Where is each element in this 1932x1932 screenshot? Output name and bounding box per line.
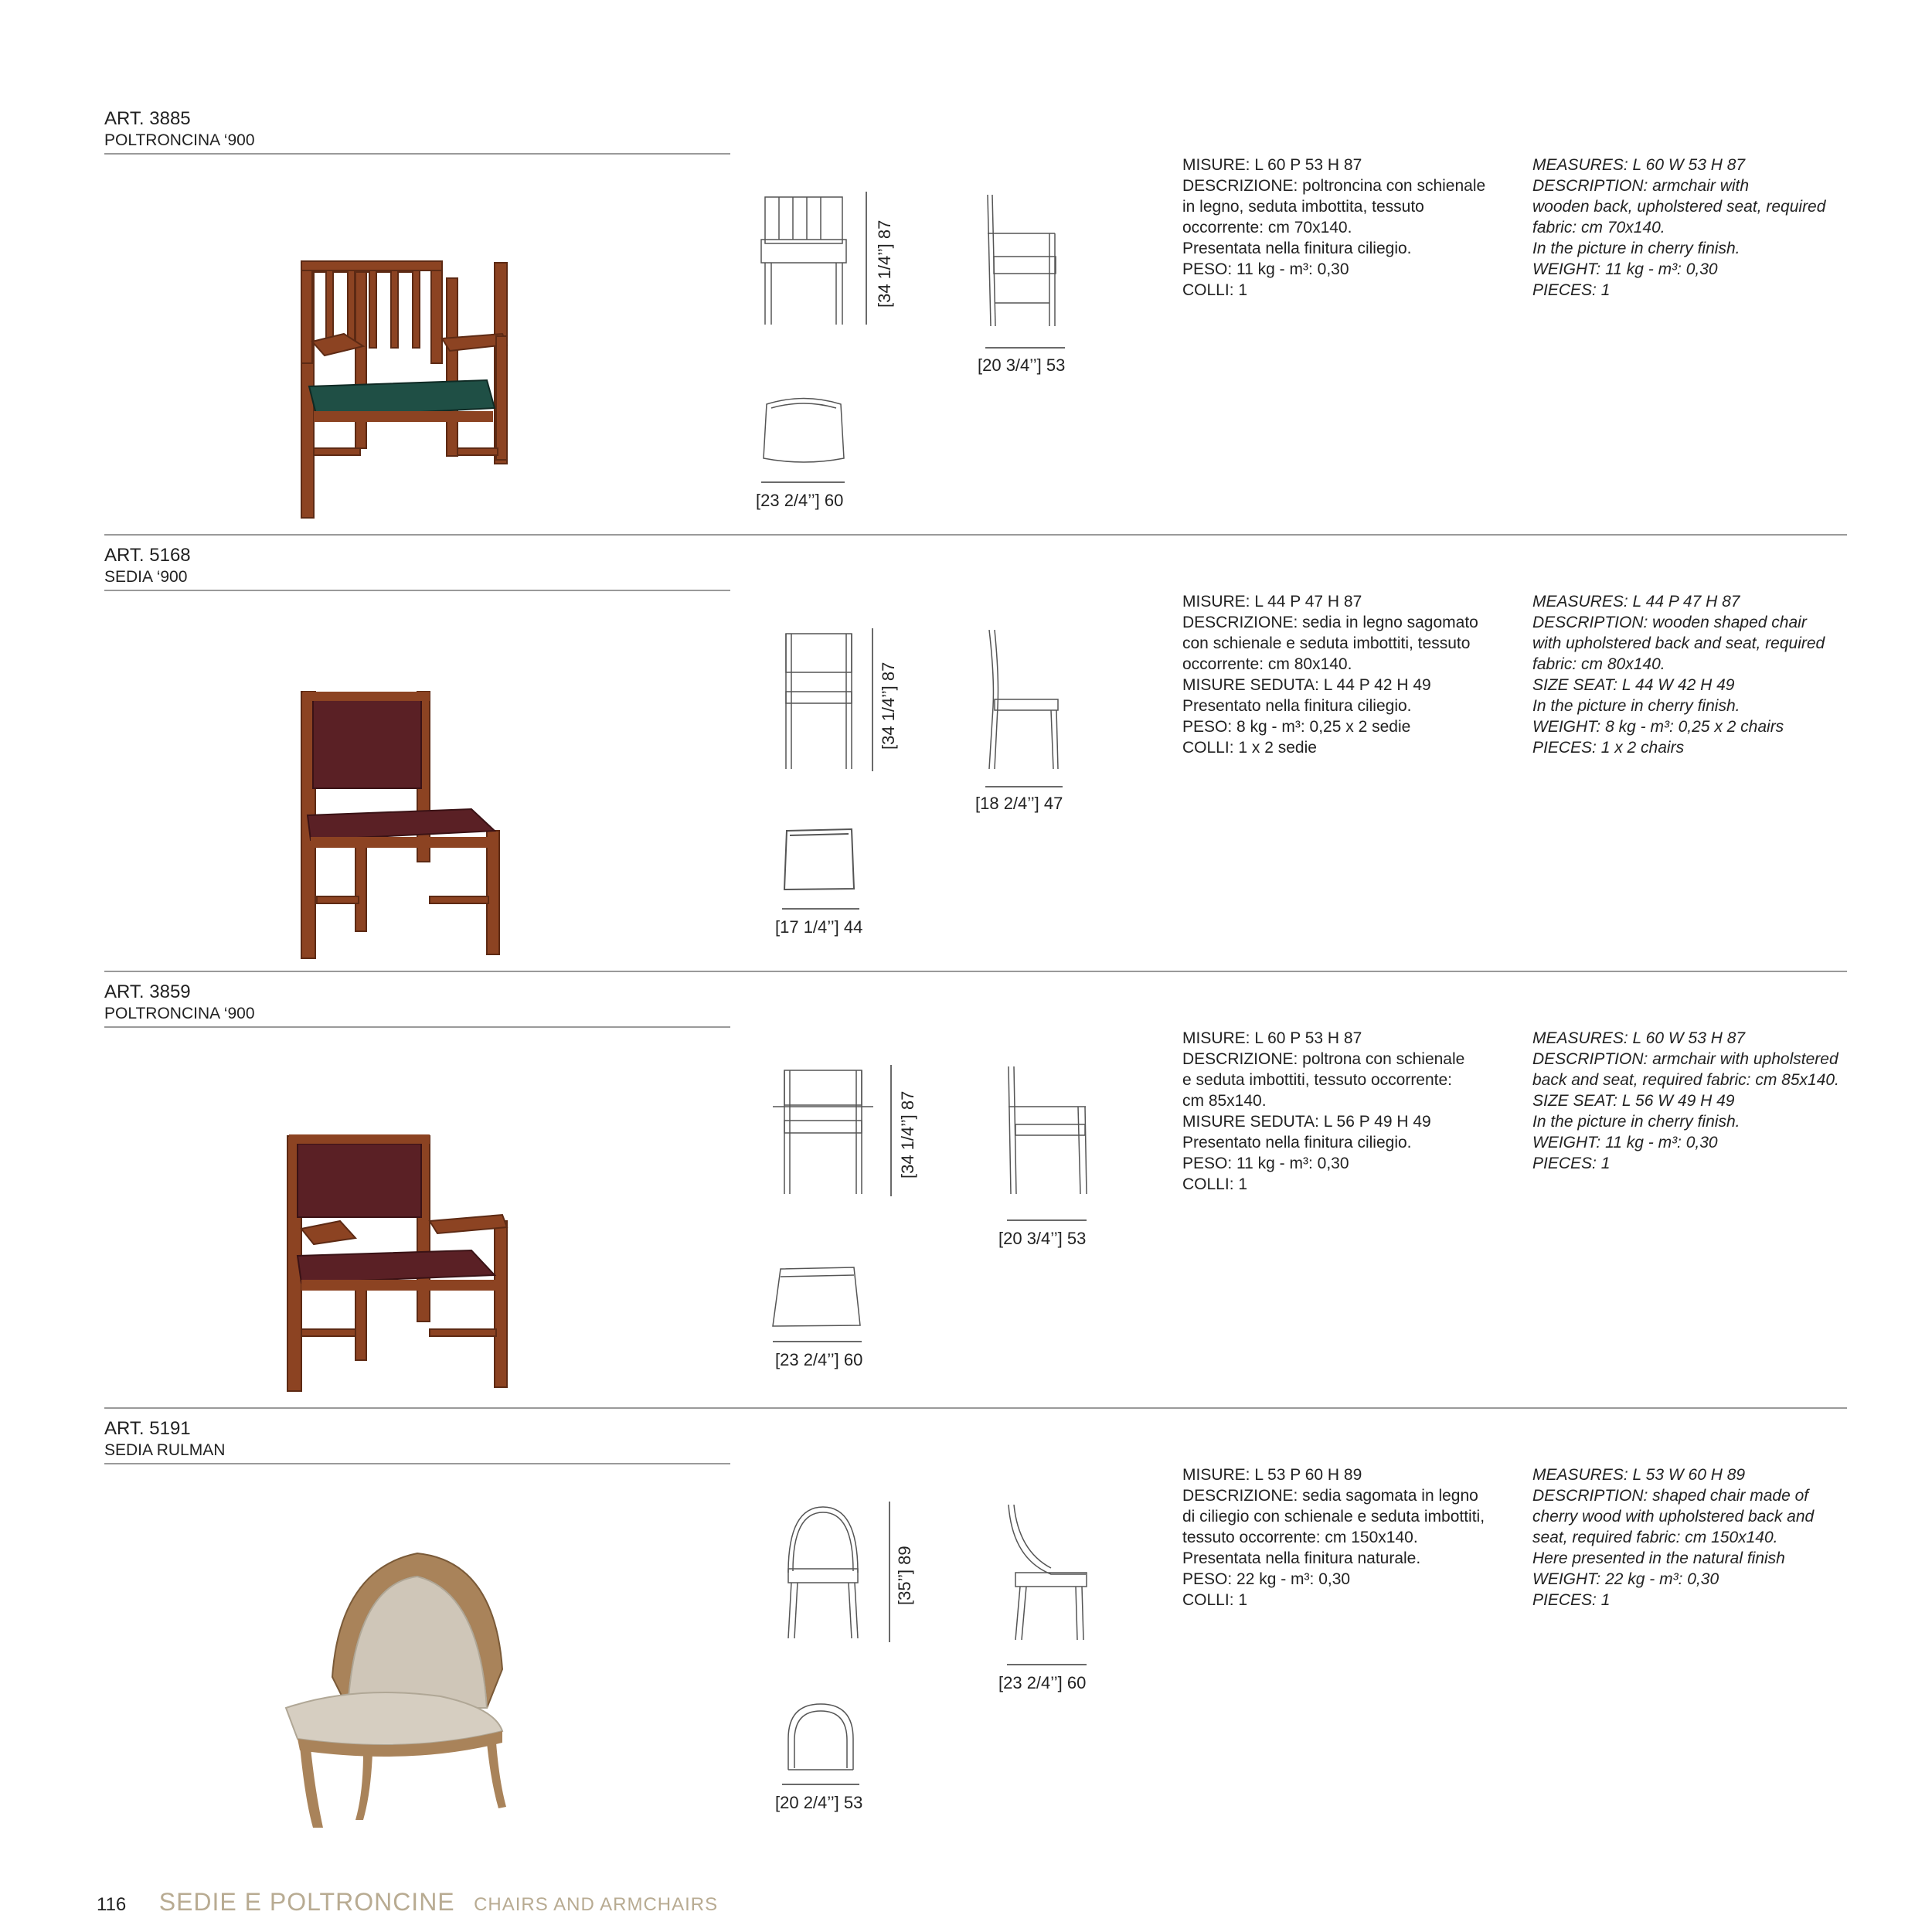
side-view-drawing (985, 630, 1063, 773)
desc-line: DESCRIPTION: wooden shaped chair (1532, 614, 1807, 631)
desc-line: di ciliegio con schienale e seduta imbottiti, (1182, 1508, 1485, 1526)
title-divider (104, 153, 730, 155)
front-view-drawing (757, 193, 850, 328)
chair-photo (240, 599, 564, 962)
description-italian (1182, 1028, 1515, 1195)
article-name: SEDIA RULMAN (104, 1441, 226, 1459)
description-english (1532, 591, 1872, 758)
article-number: ART. 3885 (104, 108, 191, 129)
section-divider (104, 534, 1847, 536)
desc-line: back and seat, required fabric: cm 85x140. (1532, 1071, 1839, 1089)
side-view-drawing (981, 195, 1059, 330)
desc-line: PESO: 8 kg - m³: 0,25 x 2 sedie (1182, 718, 1411, 736)
section-divider (104, 971, 1847, 972)
product-section-5168 (0, 545, 1932, 981)
desc-line: PIECES: 1 (1532, 1155, 1611, 1172)
article-name: POLTRONCINA ‘900 (104, 131, 255, 149)
front-view-drawing (782, 630, 855, 773)
chair-photo (240, 1476, 564, 1839)
desc-line: COLLI: 1 (1182, 1591, 1248, 1609)
depth-dimension: [18 2/4’’] 47 (975, 794, 1063, 813)
desc-line: MISURE SEDUTA: L 56 P 49 H 49 (1182, 1113, 1431, 1131)
desc-line: COLLI: 1 x 2 sedie (1182, 739, 1317, 757)
desc-line: PIECES: 1 x 2 chairs (1532, 739, 1685, 757)
product-section-3859 (0, 981, 1932, 1418)
desc-line: SIZE SEAT: L 56 W 49 H 49 (1532, 1092, 1735, 1110)
desc-line: WEIGHT: 11 kg - m³: 0,30 (1532, 1134, 1718, 1151)
desc-line: wooden back, upholstered seat, required (1532, 198, 1826, 216)
desc-line: occorrente: cm 70x140. (1182, 219, 1352, 236)
desc-line: Presentata nella finitura ciliegio. (1182, 240, 1412, 257)
height-dimension: [34 1/4’’] 87 (875, 219, 894, 308)
desc-line: MISURE: L 60 P 53 H 87 (1182, 156, 1362, 174)
article-number: ART. 5191 (104, 1418, 191, 1439)
desc-line: WEIGHT: 11 kg - m³: 0,30 (1532, 260, 1718, 278)
title-divider (104, 590, 730, 591)
width-dimension-line (782, 908, 859, 910)
desc-line: fabric: cm 80x140. (1532, 655, 1665, 673)
description-english (1532, 155, 1872, 301)
height-dimension: [34 1/4’’] 87 (879, 662, 898, 750)
desc-line: MISURE: L 60 P 53 H 87 (1182, 1029, 1362, 1047)
article-name: SEDIA ‘900 (104, 568, 188, 586)
description-italian (1182, 1464, 1515, 1611)
desc-line: COLLI: 1 (1182, 281, 1248, 299)
article-number: ART. 3859 (104, 981, 191, 1002)
desc-line: COLLI: 1 (1182, 1175, 1248, 1193)
desc-line: In the picture in cherry finish. (1532, 697, 1740, 715)
height-dimension-line (890, 1065, 892, 1196)
front-view-drawing (781, 1503, 866, 1642)
height-dimension: [34 1/4’’] 87 (898, 1090, 917, 1179)
desc-line: DESCRIPTION: armchair with (1532, 177, 1750, 195)
desc-line: PIECES: 1 (1532, 281, 1611, 299)
desc-line: MEASURES: L 60 W 53 H 87 (1532, 156, 1746, 174)
width-dimension-line (782, 1784, 859, 1785)
desc-line: con schienale e seduta imbottiti, tessuto (1182, 634, 1471, 652)
footer-subtitle: CHAIRS AND ARMCHAIRS (474, 1894, 719, 1915)
desc-line: WEIGHT: 8 kg - m³: 0,25 x 2 chairs (1532, 718, 1784, 736)
title-divider (104, 1463, 730, 1464)
width-dimension: [23 2/4’’] 60 (775, 1350, 863, 1369)
depth-dimension-line (985, 786, 1063, 787)
depth-dimension-line (985, 347, 1065, 349)
desc-line: In the picture in cherry finish. (1532, 1113, 1740, 1131)
desc-line: cherry wood with upholstered back and (1532, 1508, 1815, 1526)
desc-line: MEASURES: L 60 W 53 H 87 (1532, 1029, 1746, 1047)
desc-line: Presentata nella finitura naturale. (1182, 1549, 1421, 1567)
product-section-5191 (0, 1418, 1932, 1855)
desc-line: DESCRIZIONE: poltroncina con schienale (1182, 177, 1486, 195)
desc-line: Presentato nella finitura ciliegio. (1182, 1134, 1412, 1151)
width-dimension: [17 1/4’’] 44 (775, 917, 863, 937)
title-divider (104, 1026, 730, 1028)
page-number: 116 (97, 1894, 127, 1915)
width-dimension: [23 2/4’’] 60 (756, 491, 844, 510)
height-dimension: [35’’] 89 (895, 1546, 914, 1605)
desc-line: PESO: 11 kg - m³: 0,30 (1182, 1155, 1349, 1172)
desc-line: DESCRIZIONE: sedia sagomata in legno (1182, 1487, 1478, 1505)
top-view-drawing (782, 1700, 859, 1774)
section-divider (104, 1407, 1847, 1409)
desc-line: tessuto occorrente: cm 150x140. (1182, 1529, 1418, 1546)
height-dimension-line (866, 192, 867, 325)
desc-line: PESO: 11 kg - m³: 0,30 (1182, 260, 1349, 278)
width-dimension-line (773, 1341, 862, 1342)
desc-line: MISURE: L 53 P 60 H 89 (1182, 1466, 1362, 1484)
description-italian (1182, 591, 1515, 758)
desc-line: MISURE: L 44 P 47 H 87 (1182, 593, 1362, 611)
depth-dimension: [20 3/4’’] 53 (998, 1229, 1087, 1248)
height-dimension-line (889, 1502, 890, 1642)
width-dimension-line (761, 481, 845, 483)
width-dimension: [20 2/4’’] 53 (775, 1793, 863, 1812)
desc-line: DESCRIZIONE: poltrona con schienale (1182, 1050, 1465, 1068)
depth-dimension-line (1007, 1219, 1087, 1221)
desc-line: DESCRIPTION: shaped chair made of (1532, 1487, 1809, 1505)
desc-line: seat, required fabric: cm 150x140. (1532, 1529, 1778, 1546)
desc-line: in legno, seduta imbottita, tessuto (1182, 198, 1424, 216)
side-view-drawing (1005, 1066, 1090, 1198)
desc-line: DESCRIZIONE: sedia in legno sagomato (1182, 614, 1478, 631)
desc-line: PESO: 22 kg - m³: 0,30 (1182, 1570, 1351, 1588)
description-italian (1182, 155, 1515, 301)
footer-title: SEDIE E POLTRONCINE (158, 1888, 455, 1916)
front-view-drawing (773, 1066, 873, 1198)
description-english (1532, 1464, 1872, 1611)
desc-line: Presentato nella finitura ciliegio. (1182, 697, 1412, 715)
desc-line: with upholstered back and seat, required (1532, 634, 1825, 652)
top-view-drawing (769, 1260, 866, 1333)
article-name: POLTRONCINA ‘900 (104, 1005, 255, 1022)
desc-line: e seduta imbottiti, tessuto occorrente: (1182, 1071, 1453, 1089)
desc-line: cm 85x140. (1182, 1092, 1267, 1110)
top-view-drawing (781, 823, 858, 896)
article-number: ART. 5168 (104, 545, 191, 566)
desc-line: fabric: cm 70x140. (1532, 219, 1665, 236)
page-footer (97, 1888, 718, 1917)
side-view-drawing (1005, 1505, 1090, 1644)
desc-line: MISURE SEDUTA: L 44 P 42 H 49 (1182, 676, 1431, 694)
desc-line: Here presented in the natural finish (1532, 1549, 1785, 1567)
chair-photo (240, 162, 564, 526)
desc-line: PIECES: 1 (1532, 1591, 1611, 1609)
product-section-3885 (0, 108, 1932, 545)
depth-dimension: [20 3/4’’] 53 (978, 355, 1066, 375)
height-dimension-line (872, 628, 873, 771)
desc-line: In the picture in cherry finish. (1532, 240, 1740, 257)
desc-line: MEASURES: L 53 W 60 H 89 (1532, 1466, 1746, 1484)
depth-dimension-line (1007, 1664, 1087, 1665)
desc-line: MEASURES: L 44 P 47 H 87 (1532, 593, 1740, 611)
depth-dimension: [23 2/4’’] 60 (998, 1673, 1087, 1692)
desc-line: occorrente: cm 80x140. (1182, 655, 1352, 673)
desc-line: WEIGHT: 22 kg - m³: 0,30 (1532, 1570, 1719, 1588)
desc-line: DESCRIPTION: armchair with upholstered (1532, 1050, 1838, 1068)
desc-line: SIZE SEAT: L 44 W 42 H 49 (1532, 676, 1735, 694)
description-english (1532, 1028, 1872, 1174)
top-view-drawing (757, 393, 850, 470)
chair-photo (240, 1036, 564, 1399)
